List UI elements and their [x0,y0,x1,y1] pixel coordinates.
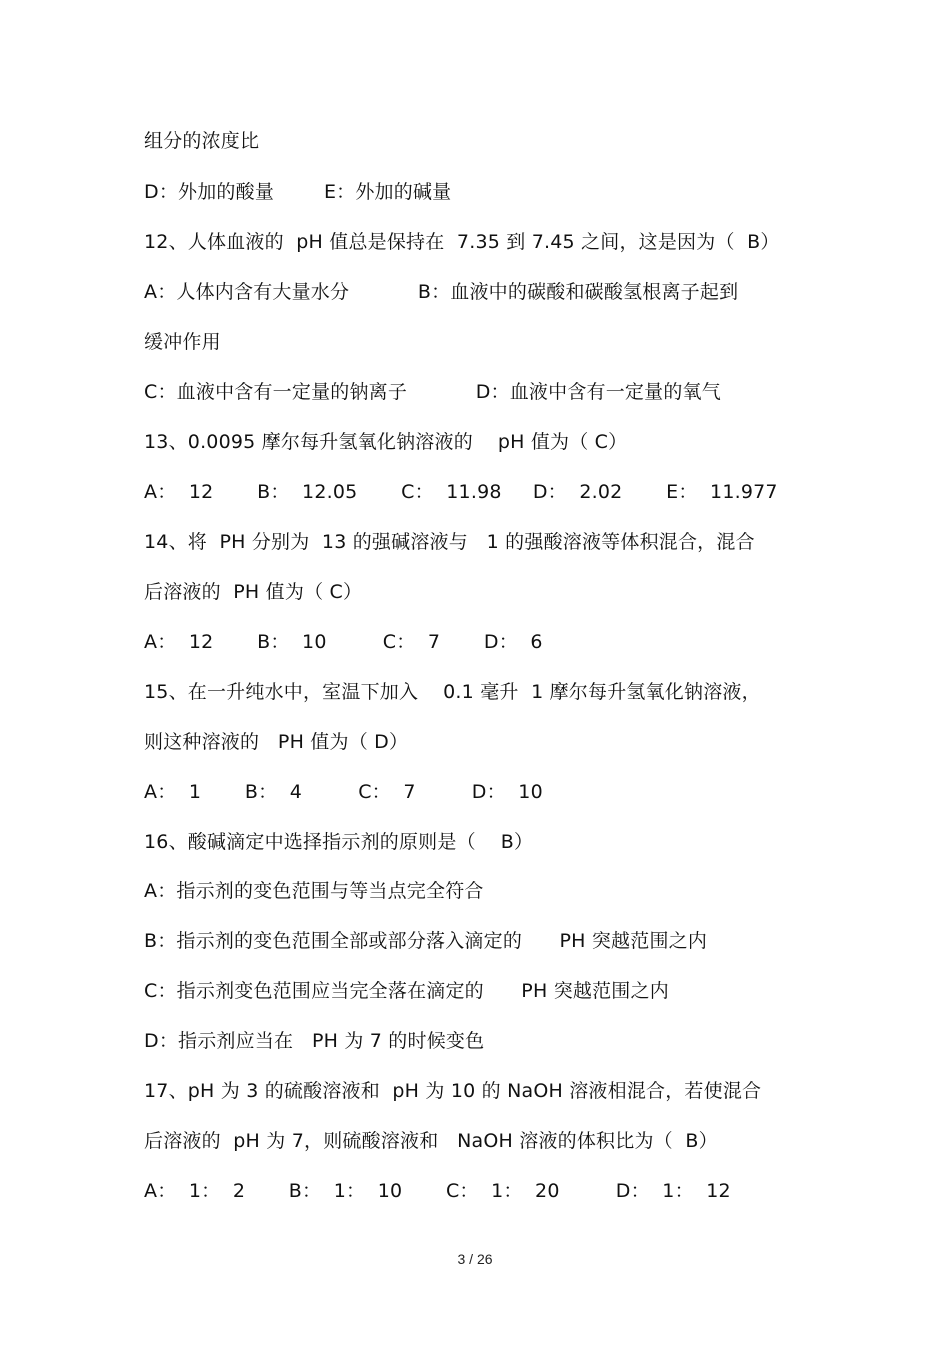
question-13-options: A： 12 B： 12.05 C： 11.98 D： 2.02 E： 11.977 [144,481,778,503]
text-line-2: D：外加的酸量 E：外加的碱量 [144,181,452,203]
question-12-options-cd: C：血液中含有一定量的钠离子 D：血液中含有一定量的氧气 [144,381,721,403]
question-14-stem: 14、将 PH 分别为 13 的强碱溶液与 1 的强酸溶液等体积混合，混合 [144,531,755,553]
text-line-1: 组分的浓度比 [144,130,260,152]
question-16-option-c: C：指示剂变色范围应当完全落在滴定的 PH 突越范围之内 [144,980,669,1002]
question-16-option-a: A：指示剂的变色范围与等当点完全符合 [144,880,484,902]
question-16-option-b: B：指示剂的变色范围全部或部分落入滴定的 PH 突越范围之内 [144,930,708,952]
question-15-options: A： 1 B： 4 C： 7 D： 10 [144,781,543,803]
question-17-options: A： 1： 2 B： 1： 10 C： 1： 20 D： 1： 12 [144,1180,731,1202]
page-number: 3 / 26 [457,1251,493,1267]
question-12-options-ab-cont: 缓冲作用 [144,331,221,353]
question-15-stem: 15、在一升纯水中，室温下加入 0.1 毫升 1 摩尔每升氢氧化钠溶液， [144,681,761,703]
question-15-stem-cont: 则这种溶液的 PH 值为（ D） [144,731,409,753]
question-12-options-ab: A：人体内含有大量水分 B：血液中的碳酸和碳酸氢根离子起到 [144,281,739,303]
question-16-stem: 16、酸碱滴定中选择指示剂的原则是（ B） [144,831,534,853]
question-14-options: A： 12 B： 10 C： 7 D： 6 [144,631,543,653]
question-17-stem-cont: 后溶液的 pH 为 7，则硫酸溶液和 NaOH 溶液的体积比为（ B） [144,1130,718,1152]
question-13-stem: 13、0.0095 摩尔每升氢氧化钠溶液的 pH 值为（ C） [144,431,628,453]
question-12-stem: 12、人体血液的 pH 值总是保持在 7.35 到 7.45 之间，这是因为（ B） [144,231,780,253]
question-14-stem-cont: 后溶液的 PH 值为（ C） [144,581,363,603]
question-17-stem: 17、pH 为 3 的硫酸溶液和 pH 为 10 的 NaOH 溶液相混合，若使混合 [144,1080,762,1102]
question-16-option-d: D：指示剂应当在 PH 为 7 的时候变色 [144,1030,485,1052]
